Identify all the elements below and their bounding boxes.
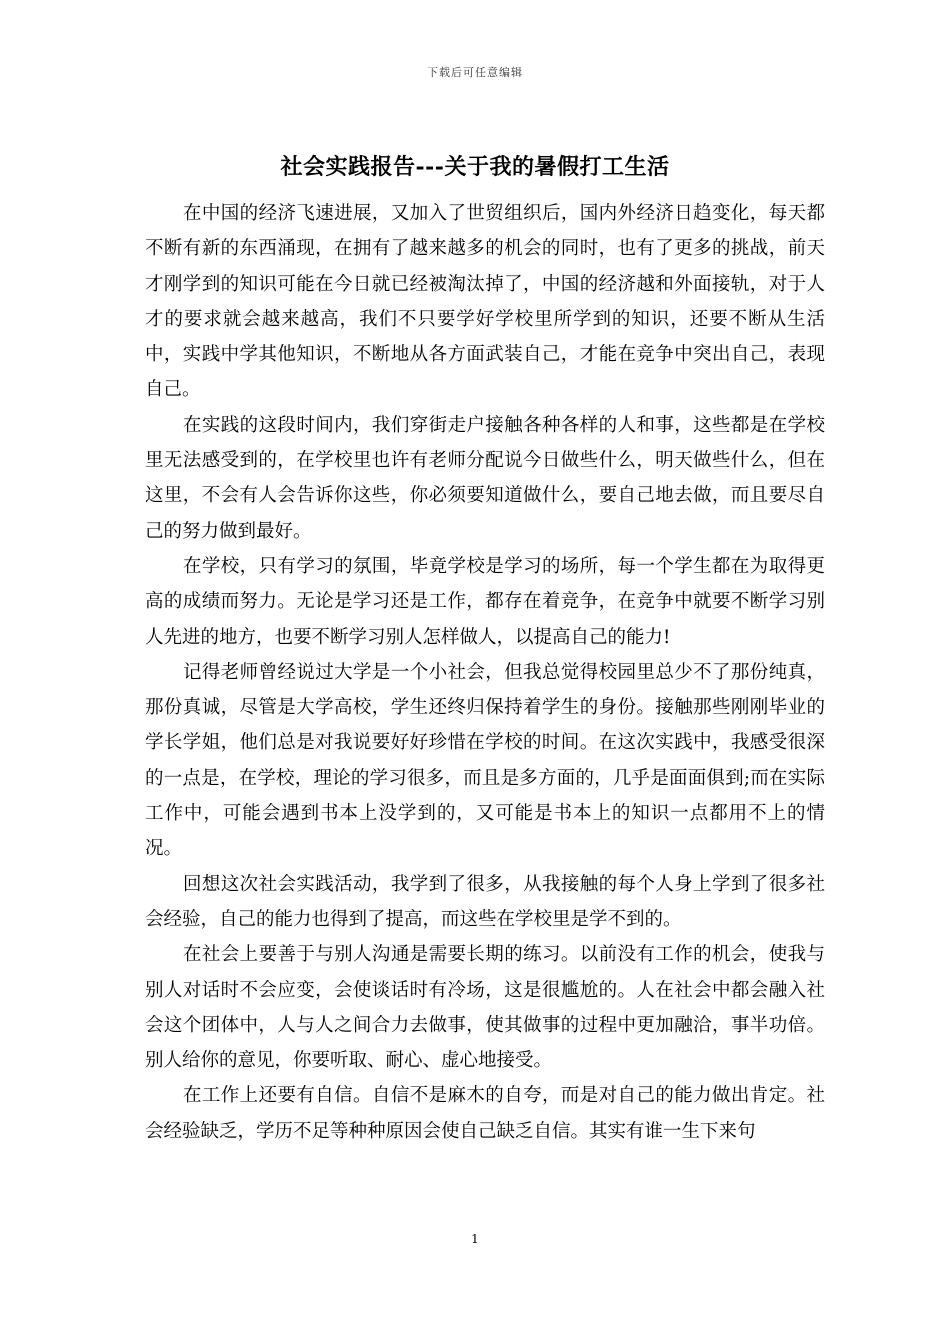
paragraph: 回想这次社会实践活动，我学到了很多，从我接触的每个人身上学到了很多社会经验，自己的能力也得到了提高，而这些在学校里是学不到的。: [145, 873, 825, 930]
document-body: [145, 196, 825, 1149]
page-number: 1: [471, 1232, 479, 1246]
paragraph: 在社会上要善于与别人沟通是需要长期的练习。以前没有工作的机会，使我与别人对话时不会应变，会使谈话时有冷场，这是很尴尬的。人在社会中都会融入社会这个团体中，人与人之间合力去做事，使其做事的过程中更加融洽，事半功倍。别人给你的意见，你要听取、耐心、虚心地接受。: [145, 944, 825, 1072]
document-title: 社会实践报告---关于我的暑假打工生活: [280, 154, 670, 180]
paragraph: 在中国的经济飞速进展，又加入了世贸组织后，国内外经济日趋变化，每天都不断有新的东西涌现，在拥有了越来越多的机会的同时，也有了更多的挑战，前天才刚学到的知识可能在今日就已经被淘汰掉了，中国的经济越和外面接轨，对于人才的要求就会越来越高，我们不只要学好学校里所学到的知识，还要不断从生活中，实践中学其他知识，不断地从各方面武装自己，才能在竞争中突出自己，表现自己。: [145, 203, 825, 401]
paragraph: 在工作上还要有自信。自信不是麻木的自夸，而是对自己的能力做出肯定。社会经验缺乏，学历不足等种种原因会使自己缺乏自信。其实有谁一生下来句: [145, 1085, 825, 1142]
paragraph: 记得老师曾经说过大学是一个小社会，但我总觉得校园里总少不了那份纯真，那份真诚，尽管是大学高校，学生还终归保持着学生的身份。接触那些刚刚毕业的学长学姐，他们总是对我说要好好珍惜在学校的时间。在这次实践中，我感受很深的一点是，在学校，理论的学习很多，而且是多方面的，几乎是面面俱到;而在实际工作中，可能会遇到书本上没学到的，又可能是书本上的知识一点都用不上的情况。: [145, 661, 825, 860]
paragraph: 在实践的这段时间内，我们穿街走户接触各种各样的人和事，这些都是在学校里无法感受到的，在学校里也许有老师分配说今日做些什么，明天做些什么，但在这里，不会有人会告诉你这些，你必须要知道做什么，要自己地去做，而且要尽自己的努力做到最好。: [145, 414, 825, 542]
paragraph: 在学校，只有学习的氛围，毕竟学校是学习的场所，每一个学生都在为取得更高的成绩而努力。无论是学习还是工作，都存在着竞争，在竞争中就要不断学习别人先进的地方，也要不断学习别人怎样做人，以提高自己的能力!: [145, 555, 825, 648]
header-note: 下载后可任意编辑: [427, 66, 523, 79]
